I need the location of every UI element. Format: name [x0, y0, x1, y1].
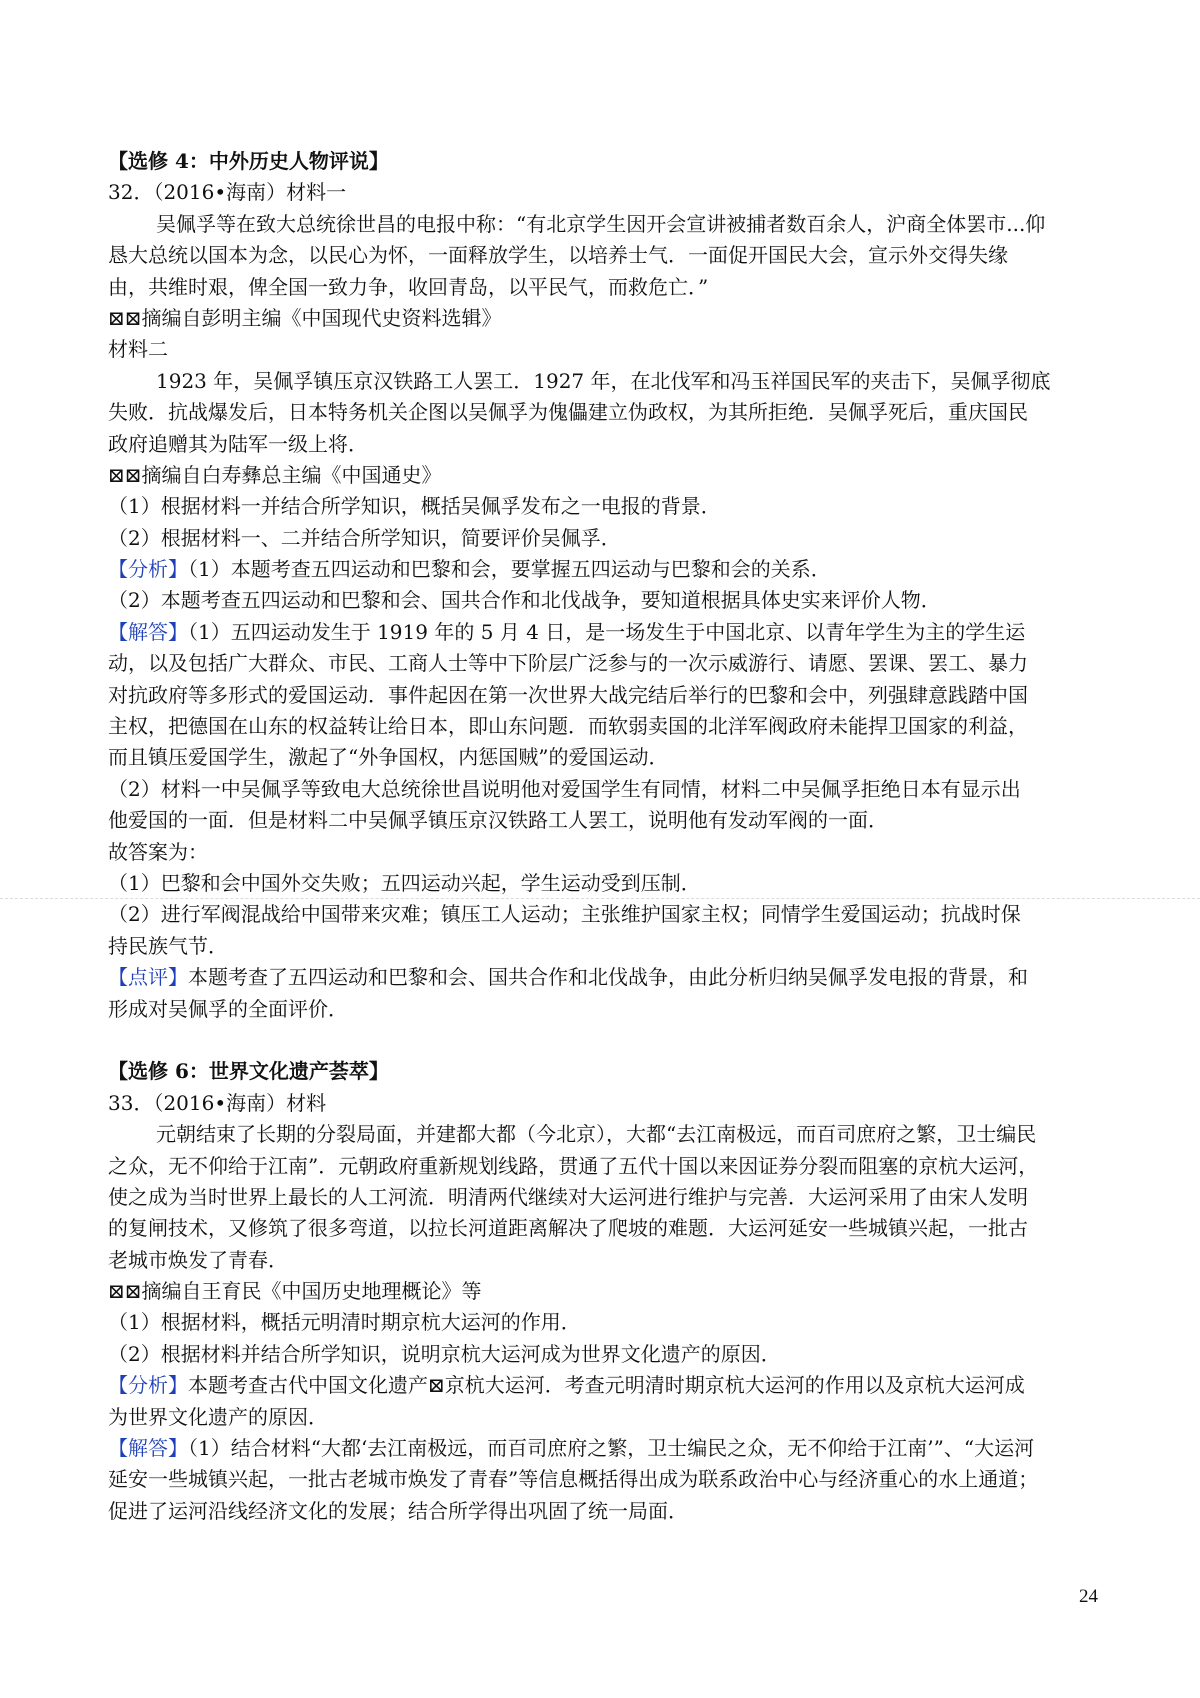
- material-line: 的复闸技术，又修筑了很多弯道，以拉长河道距离解决了爬坡的难题．大运河延安一些城镇兴起，一批古: [108, 1216, 1028, 1241]
- analysis-tag: 【分析】: [108, 557, 188, 582]
- material-line: 政府追赠其为陆军一级上将．: [108, 431, 368, 456]
- question-item: （2）根据材料一、二并结合所学知识，简要评价吴佩孚．: [108, 525, 621, 550]
- comment-text: 本题考查了五四运动和巴黎和会、国共合作和北伐战争，由此分析归纳吴佩孚发电报的背景，和: [188, 965, 1028, 990]
- answer-line: 主权，把德国在山东的权益转让给日本，即山东问题．而软弱卖国的北洋军阀政府未能捍卫国家的利益，: [108, 714, 1028, 739]
- page-number: 24: [1079, 1586, 1098, 1607]
- question-label: 32．（2016•海南）材料一: [108, 180, 347, 205]
- answer-text: （1）五四运动发生于 1919 年的 5 月 4 日，是一场发生于中国北京、以青年学生为主的学生运: [188, 619, 1026, 644]
- answer-tag: 【解答】: [108, 619, 188, 644]
- question-item: （2）根据材料并结合所学知识，说明京杭大运河成为世界文化遗产的原因．: [108, 1341, 781, 1366]
- answer-line: 动，以及包括广大群众、市民、工商人士等中下阶层广泛参与的一次示威游行、请愿、罢课、罢工、暴力: [108, 651, 1028, 676]
- material-line: 元朝结束了长期的分裂局面，并建都大都（今北京），大都“去江南极远，而百司庶府之繁，卫士编民: [156, 1122, 1037, 1147]
- material-line: 使之成为当时世界上最长的人工河流．明清两代继续对大运河进行维护与完善．大运河采用了由宋人发明: [108, 1184, 1028, 1209]
- analysis-line: [108, 554, 1092, 585]
- answer-line: [108, 1433, 1092, 1464]
- analysis-tag: 【分析】: [108, 1373, 188, 1398]
- answer-line: （1）巴黎和会中国外交失败；五四运动兴起，学生运动受到压制．: [108, 870, 701, 895]
- question-item: （1）根据材料一并结合所学知识，概括吴佩孚发布之一电报的背景．: [108, 494, 721, 519]
- answer-line: 持民族气节．: [108, 933, 228, 958]
- source-citation: ⊠⊠摘编自彭明主编《中国现代史资料选辑》: [108, 305, 502, 330]
- material-label: 材料二: [108, 337, 168, 362]
- analysis-text: （1）本题考查五四运动和巴黎和会，要掌握五四运动与巴黎和会的关系．: [188, 557, 831, 582]
- material-line: 老城市焕发了青春．: [108, 1247, 288, 1272]
- section-gap: [108, 1025, 1092, 1056]
- answer-line: （2）进行军阀混战给中国带来灾难；镇压工人运动；主张维护国家主权；同情学生爱国运动；抗战时保: [108, 902, 1021, 927]
- analysis-line: （2）本题考查五四运动和巴黎和会、国共合作和北伐战争，要知道根据具体史实来评价人物．: [108, 588, 941, 613]
- material-line: 失败．抗战爆发后，日本特务机关企图以吴佩孚为傀儡建立伪政权，为其所拒绝．吴佩孚死后，重庆国民: [108, 400, 1028, 425]
- answer-text: （1）结合材料“大都‘去江南极远，而百司庶府之繁，卫士编民之众，无不仰给于江南’”、“大运河: [188, 1436, 1035, 1461]
- answer-line: 对抗政府等多形式的爱国运动．事件起因在第一次世界大战完结后举行的巴黎和会中，列强肆意践踏中国: [108, 682, 1028, 707]
- answer-line: 他爱国的一面．但是材料二中吴佩孚镇压京汉铁路工人罢工，说明他有发动军阀的一面．: [108, 808, 888, 833]
- analysis-line: 为世界文化遗产的原因．: [108, 1404, 328, 1429]
- material-line: 1923 年，吴佩孚镇压京汉铁路工人罢工．1927 年，在北伐军和冯玉祥国民军的夹击下，吴佩孚彻底: [156, 368, 1051, 393]
- material-line: 由，共维时艰，俾全国一致力争，收回青岛，以平民气，而救危亡．”: [108, 274, 709, 299]
- answer-line: [108, 617, 1092, 648]
- section-heading: 【选修 6：世界文化遗产荟萃】: [108, 1059, 389, 1084]
- answer-line: （2）材料一中吴佩孚等致电大总统徐世昌说明他对爱国学生有同情，材料二中吴佩孚拒绝日本有显示出: [108, 776, 1021, 801]
- answer-line: 延安一些城镇兴起，一批古老城市焕发了青春”等信息概括得出成为联系政治中心与经济重心的水上通道；: [108, 1467, 1039, 1492]
- answer-line: 促进了运河沿线经济文化的发展；结合所学得出巩固了统一局面．: [108, 1498, 688, 1523]
- answer-line: 故答案为：: [108, 839, 208, 864]
- comment-line: 形成对吴佩孚的全面评价．: [108, 996, 348, 1021]
- material-line: 之众，无不仰给于江南”．元朝政府重新规划线路，贯通了五代十国以来因证券分裂而阻塞的京杭大运河，: [108, 1153, 1039, 1178]
- material-line: 吴佩孚等在致大总统徐世昌的电报中称：“有北京学生因开会宣讲被捕者数百余人，沪商全体罢市...仰: [156, 211, 1046, 236]
- comment-tag: 【点评】: [108, 965, 188, 990]
- analysis-text: 本题考查古代中国文化遗产⊠京杭大运河．考查元明清时期京杭大运河的作用以及京杭大运河成: [188, 1373, 1025, 1398]
- question-label: 33．（2016•海南）材料: [108, 1090, 327, 1115]
- comment-line: [108, 962, 1092, 993]
- question-item: （1）根据材料，概括元明清时期京杭大运河的作用．: [108, 1310, 581, 1335]
- document-page: [108, 146, 1092, 1527]
- material-line: 恳大总统以国本为念，以民心为怀，一面释放学生，以培养士气．一面促开国民大会，宣示外交得失缘: [108, 243, 1008, 268]
- analysis-line: [108, 1370, 1092, 1401]
- answer-line: 而且镇压爱国学生，激起了“外争国权，内惩国贼”的爱国运动．: [108, 745, 669, 770]
- source-citation: ⊠⊠摘编自白寿彝总主编《中国通史》: [108, 462, 442, 487]
- source-citation: ⊠⊠摘编自王育民《中国历史地理概论》等: [108, 1279, 482, 1304]
- answer-tag: 【解答】: [108, 1436, 188, 1461]
- section-heading: 【选修 4：中外历史人物评说】: [108, 149, 389, 173]
